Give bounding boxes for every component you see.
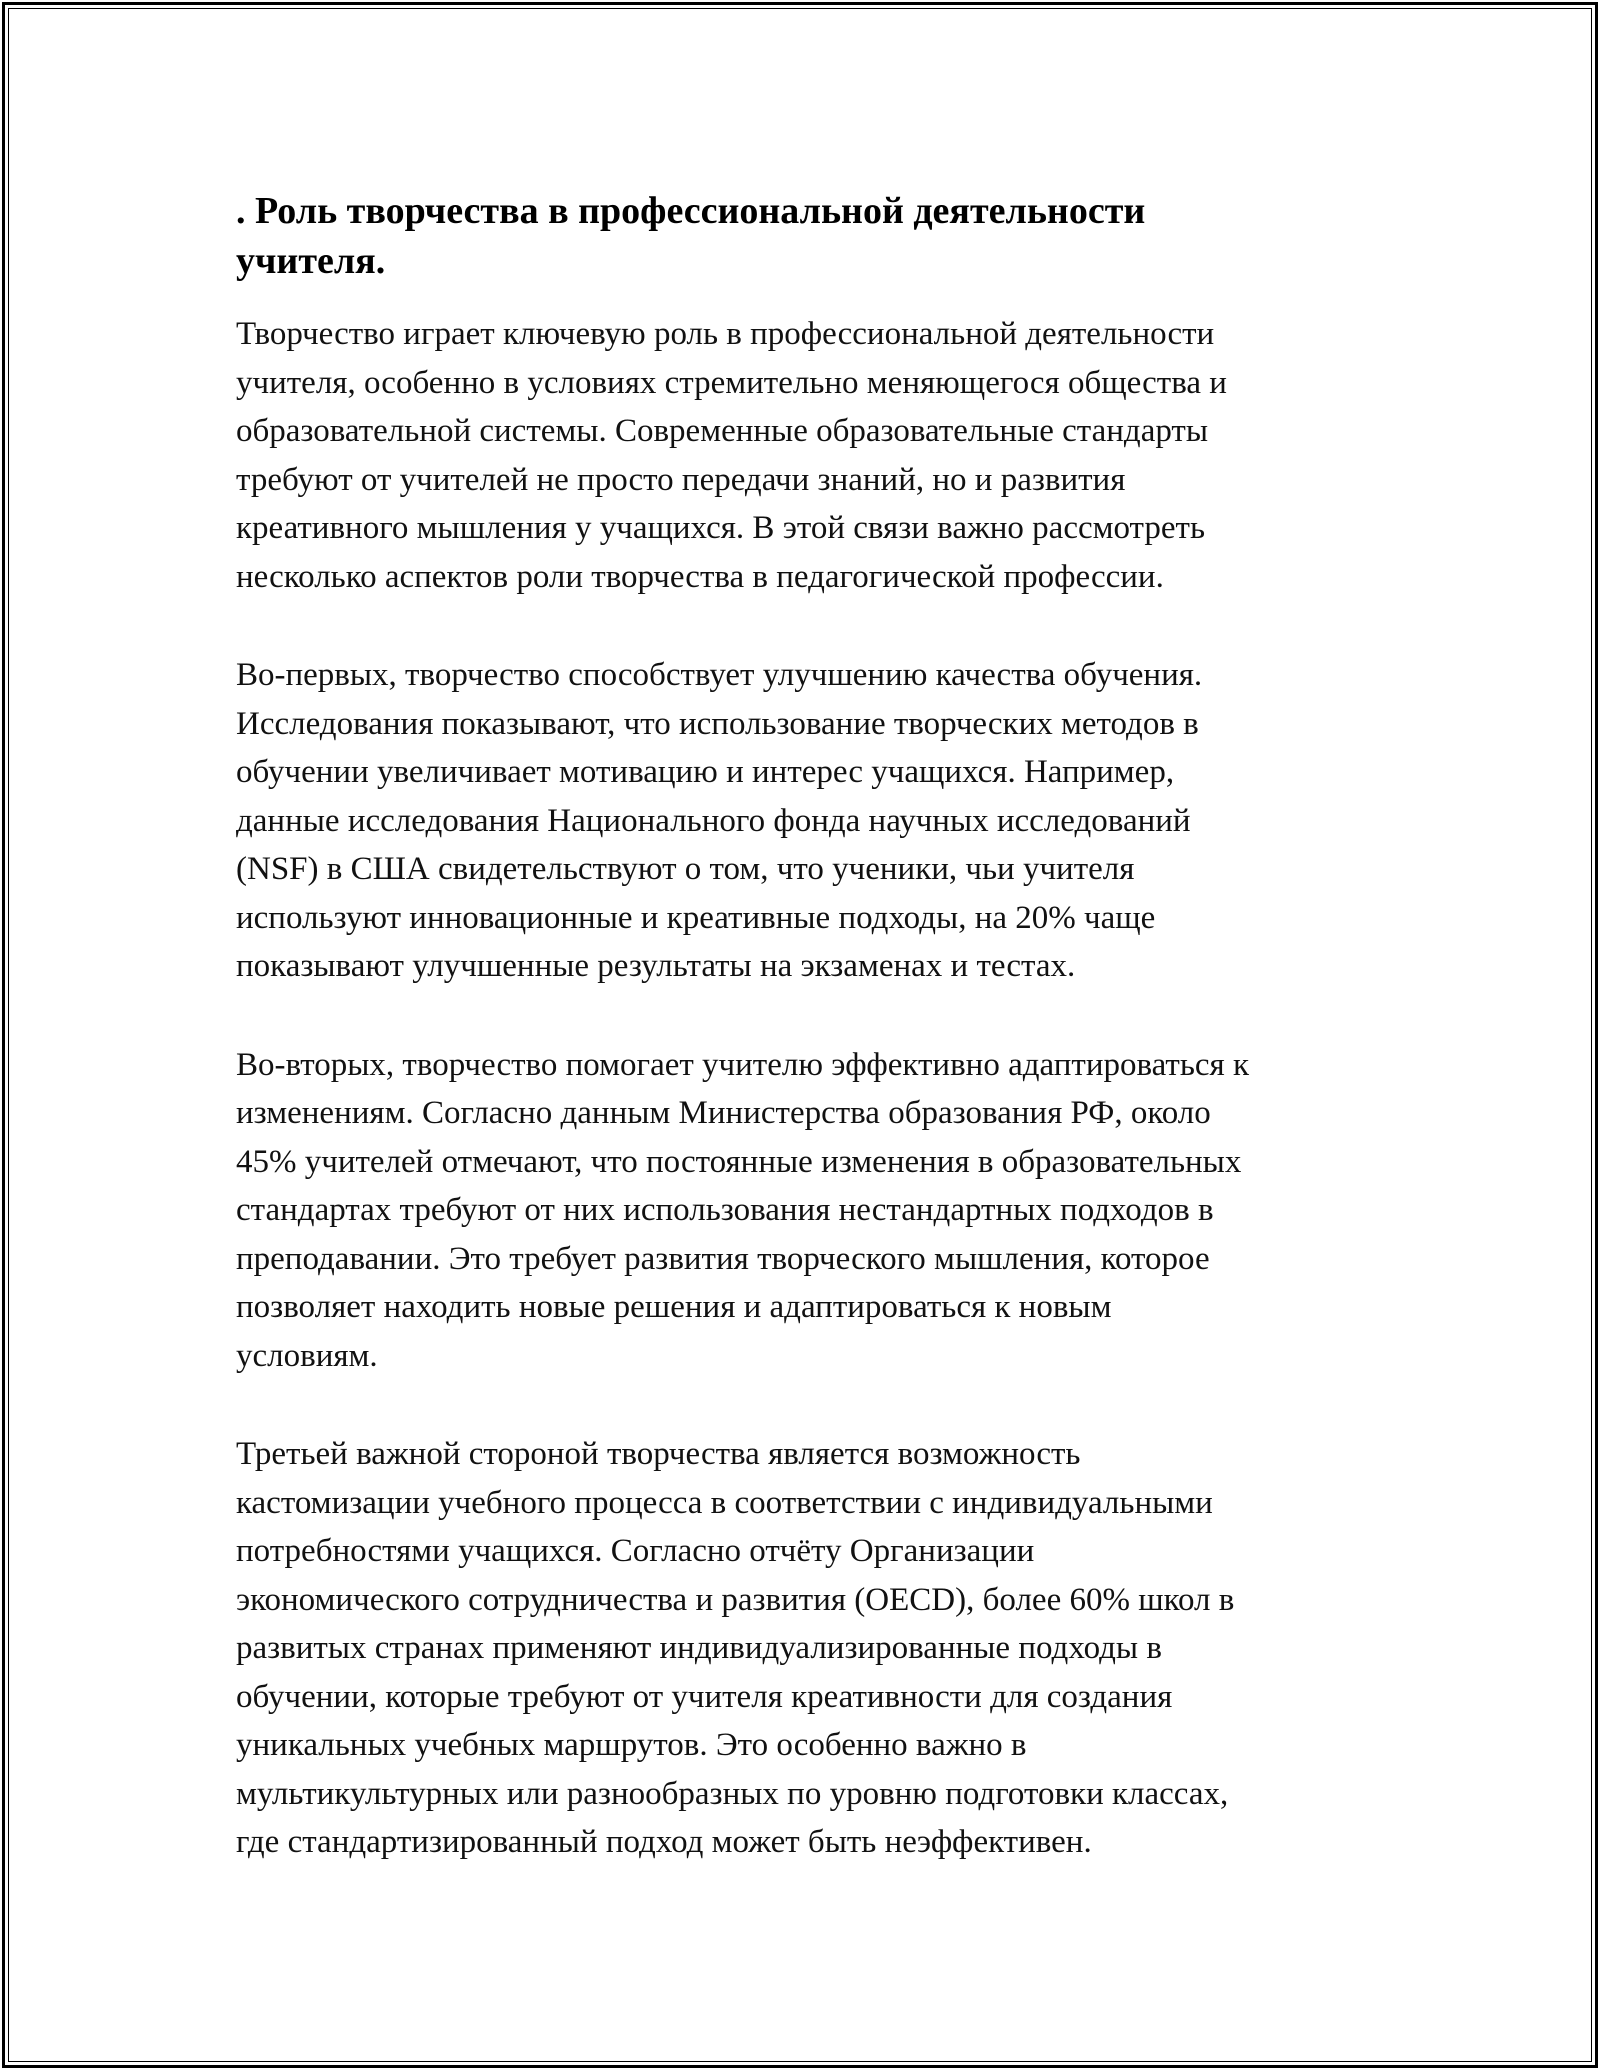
paragraph-line: изменениям. Согласно данным Министерства образования РФ, около <box>236 1095 1211 1131</box>
paragraph-line: обучении, которые требуют от учителя креативности для создания <box>236 1678 1173 1715</box>
paragraph-line: используют инновационные и креативные подходы, на 20% чаще <box>236 899 1156 936</box>
paragraph-line: позволяет находить новые решения и адаптироваться к новым <box>236 1289 1112 1325</box>
paragraph-line: обучении увеличивает мотивацию и интерес учащихся. Например, <box>236 754 1175 790</box>
paragraph-line: креативного мышления у учащихся. В этой связи важно рассмотреть <box>236 510 1206 546</box>
paragraph-line: требуют от учителей не просто передачи знаний, но и развития <box>236 461 1126 498</box>
paragraph-4 <box>236 1430 1376 1867</box>
paragraph-line: стандартах требуют от них использования нестандартных подходов в <box>236 1192 1214 1228</box>
paragraph-1 <box>236 310 1376 601</box>
document-body <box>236 186 1376 1917</box>
document-title <box>236 186 1376 286</box>
paragraph-line: учителя, особенно в условиях стремительно меняющегося общества и <box>236 364 1227 401</box>
paragraph-line: экономического сотрудничества и развития (OECD), более 60% школ в <box>236 1581 1235 1618</box>
paragraph-line: уникальных учебных маршрутов. Это особенно важно в <box>236 1727 1027 1763</box>
paragraph-line: Во-первых, творчество способствует улучшению качества обучения. <box>236 657 1203 693</box>
title-line: учителя. <box>236 240 386 282</box>
paragraph-line: 45% учителей отмечают, что постоянные изменения в образовательных <box>236 1143 1242 1180</box>
paragraph-2 <box>236 651 1376 991</box>
paragraph-line: потребностями учащихся. Согласно отчёту Организации <box>236 1533 1035 1569</box>
paragraph-line: (NSF) в США свидетельствуют о том, что ученики, чьи учителя <box>236 851 1135 887</box>
paragraph-line: Исследования показывают, что использование творческих методов в <box>236 705 1199 742</box>
paragraph-line: Третьей важной стороной творчества является возможность <box>236 1436 1081 1472</box>
paragraph-line: развитых странах применяют индивидуализированные подходы в <box>236 1630 1162 1666</box>
paragraph-line: мультикультурных или разнообразных по уровню подготовки классах, <box>236 1775 1229 1812</box>
paragraph-line: данные исследования Национального фонда научных исследований <box>236 802 1191 839</box>
paragraph-line: кастомизации учебного процесса в соответствии с индивидуальными <box>236 1484 1213 1521</box>
paragraph-line: условиям. <box>236 1337 378 1374</box>
paragraph-line: несколько аспектов роли творчества в педагогической профессии. <box>236 558 1164 595</box>
paragraph-line: Во-вторых, творчество помогает учителю эффективно адаптироваться к <box>236 1046 1249 1083</box>
paragraph-3 <box>236 1041 1376 1381</box>
title-line: . Роль творчества в профессиональной деятельности <box>236 190 1146 232</box>
paragraph-line: где стандартизированный подход может быть неэффективен. <box>236 1824 1092 1860</box>
paragraph-line: Творчество играет ключевую роль в профессиональной деятельности <box>236 316 1215 352</box>
paragraph-line: преподавании. Это требует развития творческого мышления, которое <box>236 1240 1210 1277</box>
paragraph-line: образовательной системы. Современные образовательные стандарты <box>236 413 1209 449</box>
paragraph-line: показывают улучшенные результаты на экзаменах и тестах. <box>236 948 1076 984</box>
